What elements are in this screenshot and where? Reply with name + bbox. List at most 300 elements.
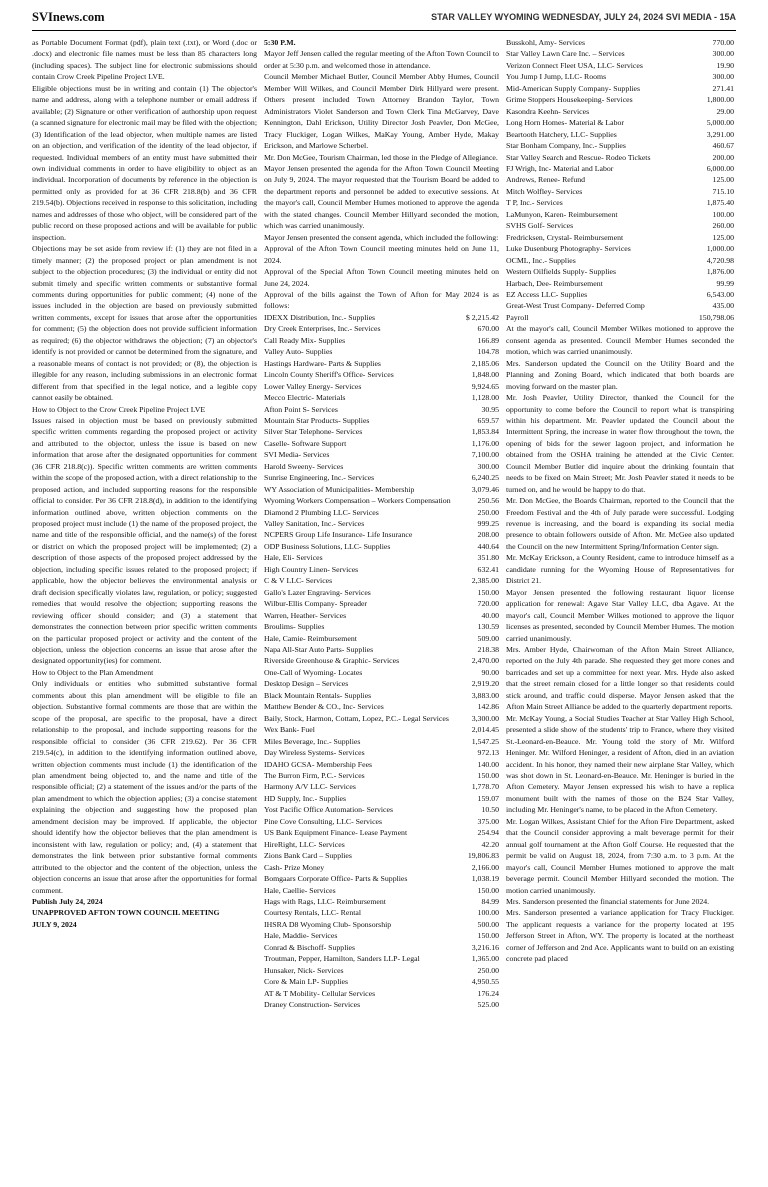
paragraph: Approval of the bills against the Town of Afton for May 2024 is as follows: <box>264 289 499 311</box>
bill-amount: 2,385.00 <box>471 576 499 586</box>
bill-amount: 166.89 <box>477 335 499 345</box>
bill-name: Hale, Maddie- Services <box>264 931 338 941</box>
bill-row <box>264 564 499 575</box>
bill-row <box>264 988 499 999</box>
bill-amount: 142.86 <box>477 702 499 712</box>
bill-name: Mid-American Supply Company- Supplies <box>506 83 641 93</box>
bill-amount: 9,924.65 <box>471 381 499 391</box>
bill-name: Harbach, Dee- Reimbursement <box>506 278 603 288</box>
bill-name: T P, Inc.- Services <box>506 198 563 208</box>
bill-row <box>264 781 499 792</box>
bill-row <box>264 759 499 770</box>
bill-name: FJ Wrigh, Inc- Material and Labor <box>506 163 614 173</box>
bill-name: Miles Beverage, Inc.- Supplies <box>264 736 361 746</box>
bill-row <box>264 358 499 369</box>
bill-name: Lower Valley Energy- Services <box>264 381 362 391</box>
paragraph: Council Member Michael Butler, Council Member Abby Humes, Council Member Will Wilkes, and Council Member Dirk Hillyard were present. Others present included Town Attorney Brandon Taylor, Town Administrators Violet Sanderson and Town Clerk Tina McGarvey, Dave Kennington, Dahl Erickson, Utility Director Josh Peavler, Don McGee, Tracy Fluckiger, Logan Wilkes, MaKay Young, Amber Hyde, Makay Erickson, and Marlowe Scherbel. <box>264 72 499 151</box>
bill-amount: 250.00 <box>477 507 499 517</box>
bill-row <box>264 415 499 426</box>
bill-name: Pine Cove Consulting, LLC- Services <box>264 816 383 826</box>
bill-row <box>506 278 734 289</box>
bill-amount: 1,800.00 <box>706 95 734 105</box>
bill-row <box>264 346 499 357</box>
col2-paragraphs <box>264 48 499 311</box>
bill-row <box>506 71 734 82</box>
col2-bills <box>264 312 499 1011</box>
bill-amount: 2,014.45 <box>471 725 499 735</box>
bill-row <box>264 850 499 861</box>
bill-amount: 659.57 <box>477 415 499 425</box>
bill-amount: 1,000.00 <box>706 244 734 254</box>
bill-name: Long Horn Homes- Material & Labor <box>506 118 625 128</box>
bill-amount: 29.00 <box>716 106 734 116</box>
bill-amount: 500.00 <box>477 919 499 929</box>
bill-row <box>264 392 499 403</box>
bill-name: Warren, Heather- Services <box>264 610 347 620</box>
bill-row <box>264 690 499 701</box>
bill-row <box>264 873 499 884</box>
bill-amount: 1,547.25 <box>471 736 499 746</box>
paragraph: Issues raised in objection must be based on previously submitted specific written comments regarding the proposed project or activity and attributed to the objector, unless the issue is based on new information that arose after the designated opportunities for comment (36 CFR 218.8(c)). Specific written comments are written comments within the scope of the proposed action, with a direct relationship to the proposed action, and included supporting reasons for the responsible official to consider. Per 36 CFR 218.8(d), in addition to the identifying information outlined above, written objection comments on the proposed project must include (1) the name of the proposed project, the name and title of the responsible official, and the name(s) of the forest or district on which the proposed project will be implemented; (2) a description of those aspects of the proposed project addressed by the objection, including specific issues related to the proposed project; if applicable, how the objector believes the environmental analysis or draft decision specifically violates law, regulation, or policy; suggested remedies that would resolve the objection; supporting reasons the reviewing officer should consider; and (3) a statement that demonstrates the connection between prior specific written comments on the particular proposed project or activity and the content of the objection, unless the objection concerns an issue that arose after the designated opportunity(ies) for comment. <box>32 415 257 666</box>
bill-name: Harmony A/V LLC- Services <box>264 782 356 792</box>
bill-amount: 4,720.98 <box>706 255 734 265</box>
bill-row <box>264 667 499 678</box>
bill-amount: 90.00 <box>481 667 499 677</box>
header-rule <box>32 30 736 31</box>
meeting-time: 5:30 P.M. <box>264 38 296 47</box>
bill-name: Call Ready Mix- Supplies <box>264 335 346 345</box>
bill-row <box>264 404 499 415</box>
bill-row <box>264 885 499 896</box>
bill-amount: 300.00 <box>712 49 734 59</box>
bill-name: Hale, Camie- Reimbursement <box>264 633 357 643</box>
bill-row <box>506 266 734 277</box>
bill-amount: 670.00 <box>477 324 499 334</box>
bill-amount: 972.13 <box>477 748 499 758</box>
bill-amount: 632.41 <box>477 564 499 574</box>
bill-row <box>264 381 499 392</box>
bill-row <box>264 598 499 609</box>
bill-name: Silver Star Telephone- Services <box>264 427 363 437</box>
bill-row <box>264 529 499 540</box>
column-left <box>32 37 257 1171</box>
bill-amount: 300.00 <box>712 72 734 82</box>
bill-row <box>264 644 499 655</box>
bill-name: LaMunyon, Karen- Reimbursement <box>506 209 618 219</box>
bill-name: Andrews, Renee- Refund <box>506 175 586 185</box>
bill-amount: 150.00 <box>477 587 499 597</box>
bill-row <box>506 83 734 94</box>
bill-row <box>506 300 734 311</box>
bill-name: SVI Media- Services <box>264 450 330 460</box>
bill-amount: 19,806.83 <box>467 851 499 861</box>
bill-name: Baily, Stock, Harmon, Cottam, Lopez, P.C.- Legal Services <box>264 713 449 723</box>
bill-row <box>264 953 499 964</box>
bill-name: Hags with Rags, LLC- Reimbursement <box>264 896 386 906</box>
bill-name: Broulims- Supplies <box>264 622 325 632</box>
bill-amount: 100.00 <box>712 209 734 219</box>
bill-amount: 150.00 <box>477 931 499 941</box>
bill-amount: 150.00 <box>477 885 499 895</box>
bill-amount: 99.99 <box>716 278 734 288</box>
bill-amount: 770.00 <box>712 38 734 47</box>
bill-row <box>264 713 499 724</box>
bill-amount: 2,166.00 <box>471 862 499 872</box>
publish-line: Publish July 24, 2024 <box>32 896 103 906</box>
bill-amount: 300.00 <box>477 461 499 471</box>
paragraph: Approval of the Afton Town Council meeting minutes held on June 11, 2024. <box>264 244 499 265</box>
bill-amount: 1,876.00 <box>706 267 734 277</box>
bill-row <box>264 896 499 907</box>
bill-name: Dry Creek Enterprises, Inc.- Services <box>264 324 381 334</box>
bill-row <box>264 575 499 586</box>
bill-row <box>264 484 499 495</box>
bill-row <box>264 804 499 815</box>
bill-row <box>506 232 734 243</box>
bill-row <box>506 312 734 323</box>
bill-amount: 1,875.40 <box>706 198 734 208</box>
bill-name: Sunrise Engineering, Inc.- Services <box>264 473 375 483</box>
bill-row <box>506 174 734 185</box>
bill-row <box>264 999 499 1010</box>
bill-amount: 6,543.00 <box>706 289 734 299</box>
bill-row <box>264 449 499 460</box>
bill-amount: 1,128.00 <box>471 393 499 403</box>
bill-row <box>264 552 499 563</box>
bill-amount: 42.20 <box>481 839 499 849</box>
bill-name: Wilbur-Ellis Company- Spreader <box>264 599 368 609</box>
bill-row <box>264 518 499 529</box>
bill-name: OCML, Inc.- Supplies <box>506 255 576 265</box>
bill-name: Hale, Eli- Services <box>264 553 323 563</box>
page-header <box>32 8 736 30</box>
paragraph: Approval of the Special Afton Town Council meeting minutes held on June 24, 2024. <box>264 267 499 288</box>
bill-amount: 509.00 <box>477 633 499 643</box>
bill-name: WY Association of Municipalities- Membership <box>264 484 415 494</box>
bill-name: Napa All-Star Auto Parts- Supplies <box>264 645 374 655</box>
paragraph: Mr. Logan Wilkes, Assistant Chief for the Afton Fire Department, asked that the Council consider approving a malt beverage permit for their annual golf tournament at the Afton Golf Course. He requested that the permit be valid on August 18, 2024, from 7:30 a.m. to 3 p.m. At the mayor's call, Council Member Humes motioned to approve the malt beverage permit. Council Member Hillyard seconded the motion. The motion carried unanimously. <box>506 816 734 895</box>
paragraph: Mrs. Amber Hyde, Chairwoman of the Afton Main Street Alliance, reported on the July 4th parade. She requested they get more cones and barricades and set up a committee for next year. Mrs. Hyde also asked that the street remain closed for a little longer so that residents could stick around, and traffic could disperse. Mayor Jensen asked that the Afton Main Street Alliance be added to the quarterly department reports. <box>506 645 734 712</box>
bill-row <box>506 37 734 48</box>
notice-heading: UNAPPROVED AFTON TOWN COUNCIL MEETING <box>32 908 220 918</box>
bill-row <box>264 816 499 827</box>
bill-row <box>264 701 499 712</box>
col1-paragraphs <box>32 37 257 896</box>
bill-row <box>506 209 734 220</box>
bill-name: Caselle- Software Support <box>264 438 347 448</box>
bill-row <box>506 140 734 151</box>
bill-row <box>264 724 499 735</box>
bill-name: Courtesy Rentals, LLC- Rental <box>264 908 362 918</box>
column-right <box>506 37 734 1171</box>
bill-row <box>506 60 734 71</box>
bill-amount: 440.64 <box>477 541 499 551</box>
bill-name: Star Bonham Company, Inc.- Supplies <box>506 141 626 151</box>
bill-amount: 150,798.06 <box>698 312 734 322</box>
paragraph: Mrs. Sanderson presented a variance application for Tracy Fluckiger. The applicant requests a variance for the property located at 195 Jefferson Street in Afton, WY. The property is located at the northeast corner of Jefferson and 2nd Ace. Applicants want to build on an existing concrete pad placed <box>506 908 734 964</box>
bill-name: Valley Auto- Supplies <box>264 347 333 357</box>
column-middle <box>264 37 499 1171</box>
bill-amount: 435.00 <box>712 301 734 311</box>
bill-name: HD Supply, Inc.- Supplies <box>264 793 347 803</box>
paragraph: Mrs. Sanderson presented the financial statements for June 2024. <box>506 896 710 906</box>
notice-date: JULY 9, 2024 <box>32 919 77 929</box>
bill-name: Zions Bank Card – Supplies <box>264 851 352 861</box>
bill-row <box>264 976 499 987</box>
bill-amount: 525.00 <box>477 1000 499 1010</box>
bill-amount: 715.10 <box>712 186 734 196</box>
issue-info: STAR VALLEY WYOMING WEDNESDAY, JULY 24, 2024 SVI MEDIA - 15A <box>431 12 736 22</box>
bill-amount: 7,100.00 <box>471 450 499 460</box>
bill-amount: 130.59 <box>477 622 499 632</box>
bill-amount: 159.07 <box>477 793 499 803</box>
bill-amount: 19.90 <box>716 60 734 70</box>
bill-row <box>264 919 499 930</box>
bill-row <box>264 587 499 598</box>
bill-row <box>264 770 499 781</box>
bill-name: IHSRA D8 Wyoming Club- Sponsorship <box>264 919 392 929</box>
bill-row <box>264 633 499 644</box>
bill-amount: 176.24 <box>477 988 499 998</box>
bill-row <box>264 678 499 689</box>
bill-amount: 3,079.46 <box>471 484 499 494</box>
bill-name: High Country Linen- Services <box>264 564 359 574</box>
bill-amount: 351.80 <box>477 553 499 563</box>
bill-row <box>264 495 499 506</box>
bill-amount: 3,216.16 <box>471 942 499 952</box>
bill-row <box>264 541 499 552</box>
bill-name: US Bank Equipment Finance- Lease Payment <box>264 828 408 838</box>
paragraph: Mayor Jensen presented the consent agenda, which included the following: <box>264 232 499 242</box>
bill-name: Yost Pacific Office Automation- Services <box>264 805 393 815</box>
bill-name: Mitch Wolfley- Services <box>506 186 583 196</box>
bill-name: Harold Sweeny- Services <box>264 461 344 471</box>
bill-name: Black Mountain Rentals- Supplies <box>264 690 372 700</box>
bill-row <box>264 312 499 323</box>
paragraph: Mayor Jeff Jensen called the regular meeting of the Afton Town Council to order at 5:30 p.m. and welcomed those in attendance. <box>264 49 499 70</box>
col3-bills <box>506 37 734 323</box>
bill-amount: 250.56 <box>477 496 499 506</box>
bill-name: Lincoln County Sheriff's Office- Services <box>264 370 394 380</box>
bill-name: Mountain Star Products- Supplies <box>264 415 370 425</box>
bill-amount: 1,848.00 <box>471 370 499 380</box>
bill-name: Hunsaker, Nick- Services <box>264 965 344 975</box>
bill-name: Busskohl, Amy- Services <box>506 38 586 47</box>
bill-amount: 30.95 <box>481 404 499 414</box>
bill-row <box>506 48 734 59</box>
bill-name: Desktop Design – Services <box>264 679 349 689</box>
bill-row <box>506 94 734 105</box>
bill-name: Draney Construction- Services <box>264 1000 361 1010</box>
paragraph: How to Object to the Crow Creek Pipeline Project LVE <box>32 404 206 414</box>
bill-name: Great-West Trust Company- Deferred Comp <box>506 301 645 311</box>
bill-name: Verizon Connect Fleet USA, LLC- Services <box>506 60 643 70</box>
bill-row <box>264 369 499 380</box>
site-name: SVInews.com <box>32 10 105 24</box>
bill-row <box>506 163 734 174</box>
bill-amount: 104.78 <box>477 347 499 357</box>
bill-row <box>264 930 499 941</box>
paragraph: Eligible objections must be in writing and contain (1) The objector's name and address, along with a telephone number or email address if available; (2) Signature or other verification of authorship upon request (a scanned signature for electronic mail may be filed with the objection; (3) Identification of the lead objector, when multiple names are listed on an objection, and verification of the identity of the lead objector, if requested. Individual members of an entity must have submitted their own individual comments in order to have eligibility to object as an individual. Incorporation of documents by reference in the objection is permitted only as provided for at 36 CFR 218.8(b) and 36 CFR 219.54(b). Objections received in response to this solicitation, including names and addresses of those who object, will be considered part of the public record on these proposed actions and will be available for public inspection. <box>32 83 257 242</box>
bill-amount: 6,000.00 <box>706 163 734 173</box>
bill-row <box>264 507 499 518</box>
bill-name: Beartooth Hatchery, LLC- Supplies <box>506 129 617 139</box>
bill-name: Riverside Greenhouse & Graphic- Services <box>264 656 400 666</box>
bill-amount: 150.00 <box>477 771 499 780</box>
paragraph: How to Object to the Plan Amendment <box>32 667 154 677</box>
bill-amount: $ 2,215.42 <box>465 312 499 322</box>
bill-name: Day Wireless Systems- Services <box>264 748 365 758</box>
bill-row <box>264 862 499 873</box>
bill-name: Payroll <box>506 312 529 322</box>
bill-amount: 254.94 <box>477 828 499 838</box>
bill-name: IDAHO GCSA- Membership Fees <box>264 759 373 769</box>
bill-amount: 271.41 <box>712 83 734 93</box>
bill-amount: 4,950.55 <box>471 977 499 987</box>
paragraph: Mr. Don McGee, Tourism Chairman, led those in the Pledge of Allegiance. <box>264 152 498 162</box>
bill-row <box>506 220 734 231</box>
bill-name: Gallo's Lazer Engraving- Services <box>264 587 371 597</box>
paragraph: Mr. McKay Erickson, a County Resident, came to introduce himself as a candidate running for the Wyoming House of Representatives for District 21. <box>506 553 734 586</box>
bill-row <box>506 243 734 254</box>
bill-amount: 3,883.00 <box>471 690 499 700</box>
bill-name: One-Call of Wyoming- Locates <box>264 667 363 677</box>
bill-row <box>264 827 499 838</box>
bill-row <box>506 289 734 300</box>
bill-row <box>506 186 734 197</box>
bill-row <box>264 610 499 621</box>
bill-amount: 100.00 <box>477 908 499 918</box>
paragraph: Mrs. Sanderson updated the Council on the Utility Board and the Planning and Zoning Board, which indicated that both boards are moving forward on the master plan. <box>506 358 734 391</box>
bill-name: Western Oilfields Supply- Supplies <box>506 267 617 277</box>
bill-name: Matthew Bender & CO., Inc- Services <box>264 702 384 712</box>
bill-name: Troutman, Pepper, Hamilton, Sanders LLP- Legal <box>264 954 420 964</box>
bill-row <box>264 942 499 953</box>
bill-amount: 218.38 <box>477 645 499 655</box>
bill-row <box>264 461 499 472</box>
bill-name: Star Valley Lawn Care Inc. – Services <box>506 49 625 59</box>
bill-amount: 208.00 <box>477 530 499 540</box>
bill-name: Kasondra Keehn- Services <box>506 106 590 116</box>
bill-row <box>506 255 734 266</box>
bill-name: Mecco Electric- Materials <box>264 393 346 403</box>
bill-amount: 125.00 <box>712 175 734 185</box>
bill-amount: 140.00 <box>477 759 499 769</box>
bill-amount: 1,176.00 <box>471 438 499 448</box>
bill-row <box>264 839 499 850</box>
bill-name: NCPERS Group Life Insurance- Life Insurance <box>264 530 413 540</box>
bill-name: Fredricksen, Crystal- Reimbursement <box>506 232 624 242</box>
bill-name: Diamond 2 Plumbing LLC- Services <box>264 507 379 517</box>
bill-name: Core & Main LP- Supplies <box>264 977 349 987</box>
bill-name: Conrad & Bischoff- Supplies <box>264 942 356 952</box>
bill-amount: 260.00 <box>712 221 734 231</box>
bill-name: Luke Dusenburg Photography- Services <box>506 244 631 254</box>
bill-amount: 2,470.00 <box>471 656 499 666</box>
bill-amount: 1,853.84 <box>471 427 499 437</box>
bill-name: Cash- Prize Money <box>264 862 325 872</box>
paragraph: Mr. McKay Young, a Social Studies Teacher at Star Valley High School, presented a slide show of the students' trip to France, where they visited St.-Leonard-en-Beauce. Mr. Young told the story of Mr. Wilford Heninger. Mr. Wilford Heninger, a resident of Afton, died in an aviation accident. In his honor, they named their new airplane Star Valley, which was shot down in St. Leonard-en-Beauce. Mr. Heninger is buried in the Afton Cemetery. Mayor Jensen expressed his wish to have a replica monument built with the names of those on the B24 Star Valley, including Mr. Heninger's name, to be placed in the Afton Cemetery. <box>506 713 734 815</box>
bill-amount: 5,000.00 <box>706 118 734 128</box>
bill-row <box>506 129 734 140</box>
bill-amount: 3,300.00 <box>471 713 499 723</box>
bill-name: You Jump I Jump, LLC- Rooms <box>506 72 607 82</box>
bill-amount: 999.25 <box>477 519 499 529</box>
bill-name: Bomgaars Corporate Office- Parts & Supplies <box>264 874 408 884</box>
bill-amount: 40.00 <box>481 610 499 620</box>
paragraph: Objections may be set aside from review if: (1) they are not filed in a timely manner; (2) the proposed project or plan amendment is not subject to the objection procedures; (3) the individual or entity did not submit timely and specific written comments or substantive formal comments during opportunities for public comment; (4) none of the issues included in the objection are based on previously submitted written comments, except for issues that arose after the opportunities for comment; (5) the objection does not provide sufficient information as required; (6) the objector withdraws the objection; (7) an objector's identify is not provided or cannot be determined from the signature, and a reasonable means of contact is not provided; or (8), the objection is illegible for any reason, including submissions in an electronic format different from that specified in the legal notice, and a legible copy cannot easily be obtained. <box>32 244 257 403</box>
bill-amount: 10.50 <box>481 805 499 815</box>
bill-row <box>264 655 499 666</box>
bill-row <box>506 197 734 208</box>
bill-row <box>506 106 734 117</box>
paragraph: Mr. Josh Peavler, Utility Director, thanked the Council for the opportunity to come before the Council to report what is transpiring within his department. Mr. Peavler updated the Council about the Intermittent Spring, the increase in water flow throughout the town, the opening of bids for the sewer lagoon project, and information he obtained from the OSHA training he attended at the Civic Center. Council Member Butler did inquire about the drinking fountain that needs to be fixed on Main Street; Mr. Josh Peavler stated it needs to be turned on, and he would be happy to do that. <box>506 393 734 494</box>
bill-row <box>264 335 499 346</box>
bill-name: HireRight, LLC- Services <box>264 839 345 849</box>
bill-amount: 2,919.20 <box>471 679 499 689</box>
bill-name: Wyoming Workers Compensation – Workers Compensation <box>264 496 451 506</box>
bill-amount: 6,240.25 <box>471 473 499 483</box>
bill-name: Hale, Caellie- Services <box>264 885 336 895</box>
bill-name: Valley Sanitation, Inc.- Services <box>264 519 365 529</box>
bill-row <box>506 152 734 163</box>
bill-row <box>264 965 499 976</box>
paragraph: Only individuals or entities who submitted substantive formal comments about this plan amendment will be eligible to file an objection. Substantive formal comments are those that are within the scope of the proposal, are specific to the proposal, have a direct relationship to the proposal, and include supporting reasons for the responsible official to consider (36 CFR 219.62). Per 36 CFR 219.54(c), in addition to the identifying information outlined above, written objection comments must include (1) the identification of the plan amendment being objected to, and the name and title of the responsible official; (2) a statement of the issues and/or the parts of the plan amendment to which the objection applies; (3) a concise statement explaining the objection and suggesting how the proposed plan amendment decision may be improved. If applicable, the objector should identify how the objector believes that the plan amendment is inconsistent with law, regulation or policy; and, (4) a statement that demonstrates the link between prior substantive formal comments attributed to the objector and the content of the objection, unless the objection concerns an issue that arose after the opportunities for formal comment. <box>32 679 257 895</box>
bill-name: Hastings Hardware- Parts & Supplies <box>264 358 381 368</box>
paragraph: Mr. Don McGee, the Boards Chairman, reported to the Council that the Freedom Festival and the 4th of July parade were successful. Lodging revenue is increasing, and the board is expanding its social media presence to obtain followers outside of Afton. Mr. McGee also updated the Council on the new Intermittent Spring/Information Center sign. <box>506 496 734 551</box>
bill-row <box>264 907 499 918</box>
bill-row <box>264 472 499 483</box>
bill-row <box>264 621 499 632</box>
bill-name: Wex Bank- Fuel <box>264 725 315 735</box>
bill-amount: 720.00 <box>477 599 499 609</box>
bill-row <box>264 426 499 437</box>
col3-paragraphs <box>506 323 734 964</box>
bill-name: ODP Business Solutions, LLC- Supplies <box>264 541 391 551</box>
bill-amount: 460.67 <box>712 141 734 151</box>
bill-name: The Burron Firm, P.C.- Services <box>264 771 365 780</box>
bill-amount: 250.00 <box>477 965 499 975</box>
bill-name: SVHS Golf- Services <box>506 221 574 231</box>
paragraph: as Portable Document Format (pdf), plain text (.txt), or Word (.doc or .docx) and electronic file names must be less than 85 characters long (including spaces). The subject line for electronic submissions should contain Crow Creek Pipeline Project LVE. <box>32 38 257 82</box>
bill-amount: 1,778.70 <box>471 782 499 792</box>
bill-name: EZ Access LLC- Supplies <box>506 289 588 299</box>
bill-amount: 375.00 <box>477 816 499 826</box>
bill-row <box>264 323 499 334</box>
bill-amount: 3,291.00 <box>706 129 734 139</box>
bill-name: AT & T Mobility- Cellular Services <box>264 988 376 998</box>
bill-amount: 2,185.06 <box>471 358 499 368</box>
bill-amount: 84.99 <box>481 896 499 906</box>
bill-name: Star Valley Search and Rescue- Rodeo Tickets <box>506 152 651 162</box>
bill-row <box>264 747 499 758</box>
bill-name: C & V LLC- Services <box>264 576 333 586</box>
bill-name: IDEXX Distribution, Inc.- Supplies <box>264 312 376 322</box>
bill-amount: 1,038.19 <box>471 874 499 884</box>
bill-row <box>264 736 499 747</box>
bill-row <box>506 117 734 128</box>
paragraph: Mayor Jensen presented the agenda for the Afton Town Council Meeting on July 9, 2024. The mayor requested that the Tourism Board be added to the department reports and personnel be added to executive sessions. At the mayor's call, Council Member Humes motioned to approve the agenda with the stated changes. Council Member Hillyard seconded the motion, which was carried unanimously. <box>264 163 499 231</box>
bill-amount: 125.00 <box>712 232 734 242</box>
bill-row <box>264 438 499 449</box>
bill-row <box>264 793 499 804</box>
paragraph: Mayor Jensen presented the following restaurant liquor license application for renewal: Agave Star Valley LLC, dba Agave. At the mayor's call, Council Member Wilkes motioned to approve the liquor licenses as presented, seconded by Council Member Humes. The motion carried unanimously. <box>506 587 734 643</box>
bill-amount: 200.00 <box>712 152 734 162</box>
bill-name: Grime Stoppers Housekeeping- Services <box>506 95 633 105</box>
paragraph: At the mayor's call, Council Member Wilkes motioned to approve the consent agenda as presented. Council Member Humes seconded the motion, which was carried unanimously. <box>506 324 734 357</box>
bill-amount: 1,365.00 <box>471 954 499 964</box>
bill-name: Afton Point S- Services <box>264 404 338 414</box>
